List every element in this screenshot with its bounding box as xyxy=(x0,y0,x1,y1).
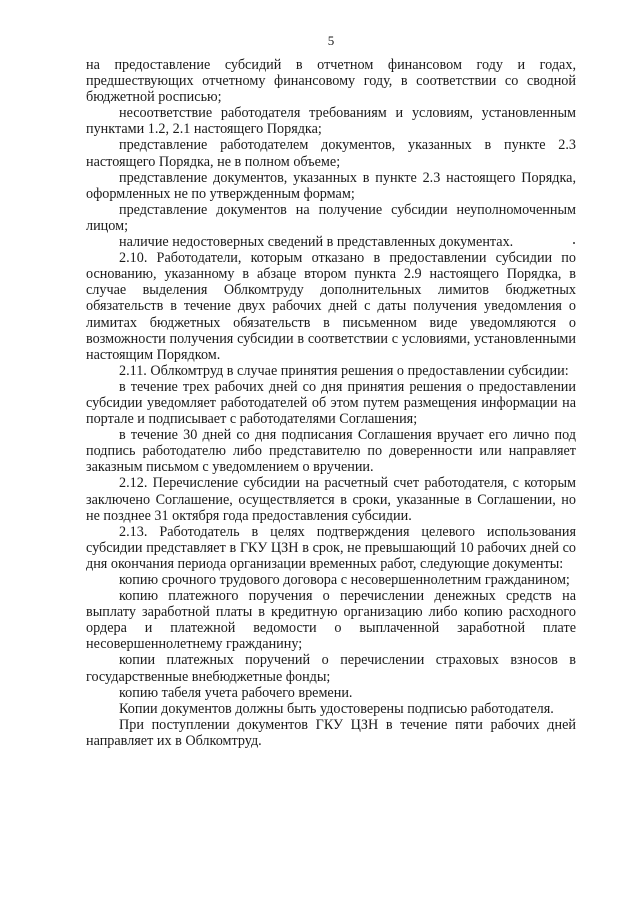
paragraph-insurance-copies: копии платежных поручений о перечислении страховых взносов в государственные внебюджетные фонды; xyxy=(86,652,576,685)
paragraph-payment-order-copy: копию платежного поручения о перечислении денежных средств на выплату заработной платы в кредитную организацию либо копию расходного ордера и платежной ведомости о выплаченной заработной плате несовершеннолетнему гражданину; xyxy=(86,588,576,653)
page-number: 5 xyxy=(327,33,335,48)
paragraph-unapproved-forms: представление документов, указанных в пункте 2.3 настоящего Порядка, оформленных не по утвержденным формам; xyxy=(86,169,576,202)
paragraph-nonconformity: несоответствие работодателя требованиям и условиям, установленным пунктами 1.2, 2.1 настоящего Порядка; xyxy=(86,105,576,138)
paragraph-2-13: 2.13. Работодатель в целях подтверждения целевого использования субсидии представляет в ГКУ ЦЗН в срок, не превышающий 10 рабочих дней со дня окончания периода организации временных работ, следующие документы: xyxy=(86,523,576,572)
scan-speck xyxy=(573,242,575,244)
paragraph-2-12: 2.12. Перечисление субсидии на расчетный счет работодателя, с которым заключено Соглашение, осуществляется в сроки, указанные в Соглашении, но не позднее 31 октября года предоставления субсидии. xyxy=(86,475,576,524)
paragraph-2-11-notify: в течение трех рабочих дней со дня принятия решения о предоставлении субсидии уведомляет работодателей об этом путем размещения информации на портале и подписывает с работодателями Соглашения; xyxy=(86,378,576,428)
paragraph-2-10: 2.10. Работодатели, которым отказано в предоставлении субсидии по основанию, указанному в абзаце втором пункта 2.9 настоящего Порядка, в случае выделения Облкомтруду дополнительных лимитов бюджетных обязательств в течение двух рабочих дней с даты получения уведомления о лимитах бюджетных обязательств в письменном виде уведомляются о возможности получения субсидии в соответствии с условиями, установленными настоящим Порядком. xyxy=(86,250,576,363)
paragraph-forwarding: При поступлении документов ГКУ ЦЗН в течение пяти рабочих дней направляет их в Облкомтруд. xyxy=(86,716,576,749)
paragraph-continuation: на предоставление субсидий в отчетном финансовом году и годах, предшествующих отчетному финансовому году, в соответствии со сводной бюджетной росписью; xyxy=(86,57,576,106)
paragraph-incomplete-docs: представление работодателем документов, указанных в пункте 2.3 настоящего Порядка, не в полном объеме; xyxy=(86,137,576,170)
paragraph-2-11-deliver: в течение 30 дней со дня подписания Соглашения вручает его лично под подпись работодателю либо представителю по доверенности или направляет заказным письмом с уведомлением о вручении. xyxy=(86,427,576,476)
paragraph-timesheet-copy: копию табеля учета рабочего времени. xyxy=(119,684,353,701)
paragraph-unauthorized-person: представление документов на получение субсидии неуполномоченным лицом; xyxy=(86,201,576,234)
paragraph-2-11: 2.11. Облкомтруд в случае принятия решения о предоставлении субсидии: xyxy=(119,362,569,379)
paragraph-certification: Копии документов должны быть удостоверены подписью работодателя. xyxy=(119,700,554,717)
paragraph-false-information: наличие недостоверных сведений в представленных документах. xyxy=(119,234,514,251)
paragraph-contract-copy: копию срочного трудового договора с несовершеннолетним гражданином; xyxy=(119,572,570,588)
document-body xyxy=(86,57,576,749)
